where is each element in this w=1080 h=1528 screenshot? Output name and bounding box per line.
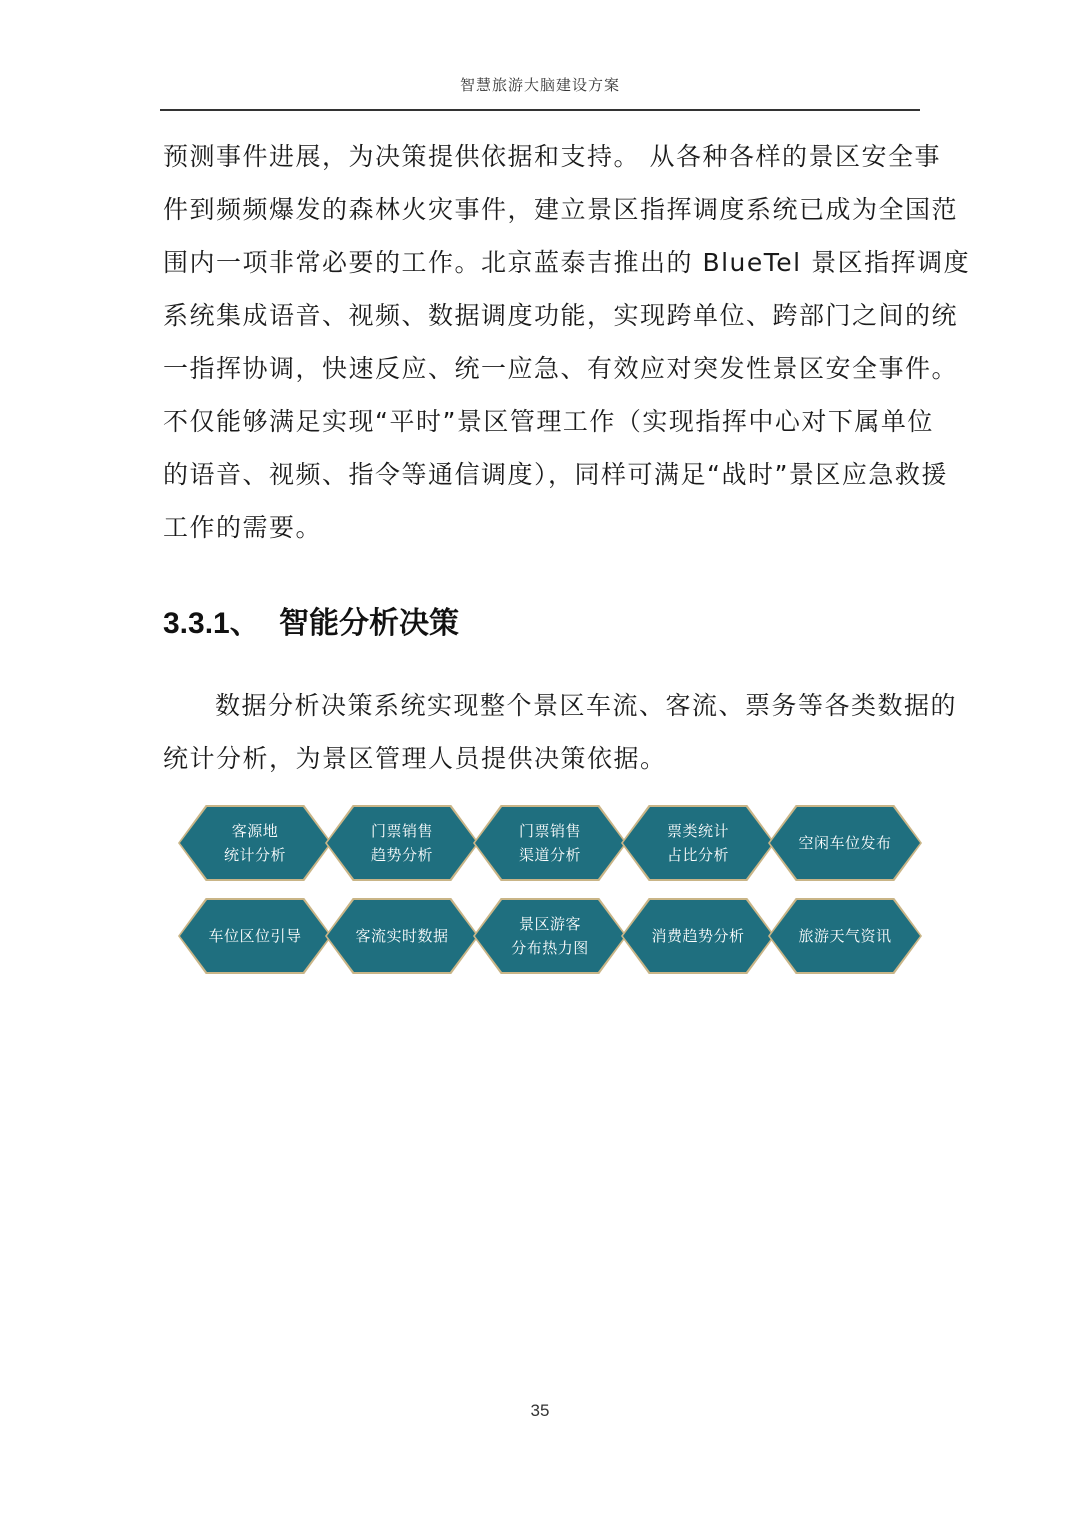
hexagon-item <box>180 900 330 972</box>
paragraph-line: 围内一项非常必要的工作。北京蓝泰吉推出的 BlueTel 景区指挥调度 <box>163 248 971 277</box>
section-title: 智能分析决策 <box>279 606 459 641</box>
paragraph-line: 不仅能够满足实现“平时”景区管理工作（实现指挥中心对下属单位 <box>163 407 934 436</box>
paragraph-line: 数据分析决策系统实现整个景区车流、客流、票务等各类数据的 <box>215 691 958 720</box>
hexagon-item <box>475 807 625 879</box>
hexagon-label: 消费趋势分析 <box>651 927 745 945</box>
hexagon-label: 旅游天气资讯 <box>798 927 892 945</box>
paragraph-line: 的语音、视频、指令等通信调度），同样可满足“战时”景区应急救援 <box>163 460 948 489</box>
paragraph-line: 件到频频爆发的森林火灾事件，建立景区指挥调度系统已成为全国范 <box>163 195 959 224</box>
hexagon-item <box>327 807 477 879</box>
section-heading <box>163 598 459 642</box>
paragraph-line: 工作的需要。 <box>163 513 323 542</box>
section-number: 3.3.1、 <box>163 607 260 640</box>
hexagon-label: 车位区位引导 <box>208 927 302 945</box>
hexagon-label: 客流实时数据 <box>355 927 449 945</box>
paragraph-line: 预测事件进展，为决策提供依据和支持。 从各种各样的景区安全事 <box>163 142 941 171</box>
hexagon-item <box>623 807 773 879</box>
body-paragraph-1 <box>163 130 971 554</box>
page-number: 35 <box>530 1401 550 1420</box>
hexagon-label: 门票销售 趋势分析 <box>370 822 433 864</box>
hexagon-item <box>475 900 625 972</box>
hexagon-item <box>327 900 477 972</box>
hexagon-label: 景区游客 分布热力图 <box>511 915 589 957</box>
hexagon-label: 门票销售 渠道分析 <box>518 822 581 864</box>
paragraph-line: 一指挥协调，快速反应、统一应急、有效应对突发性景区安全事件。 <box>163 354 959 383</box>
paragraph-line: 系统集成语音、视频、数据调度功能，实现跨单位、跨部门之间的统 <box>163 301 959 330</box>
header-divider <box>160 109 920 111</box>
body-paragraph-2 <box>163 679 958 785</box>
hexagon-item <box>770 900 920 972</box>
hexagon-item <box>623 900 773 972</box>
hexagon-label: 空闲车位发布 <box>798 834 892 852</box>
hexagon-item <box>180 807 330 879</box>
hexagon-item <box>770 807 920 879</box>
hexagon-label: 客源地 统计分析 <box>223 822 286 864</box>
paragraph-line: 统计分析，为景区管理人员提供决策依据。 <box>163 744 667 773</box>
page-header-title: 智慧旅游大脑建设方案 <box>459 76 620 94</box>
hexagon-label: 票类统计 占比分析 <box>666 822 729 864</box>
